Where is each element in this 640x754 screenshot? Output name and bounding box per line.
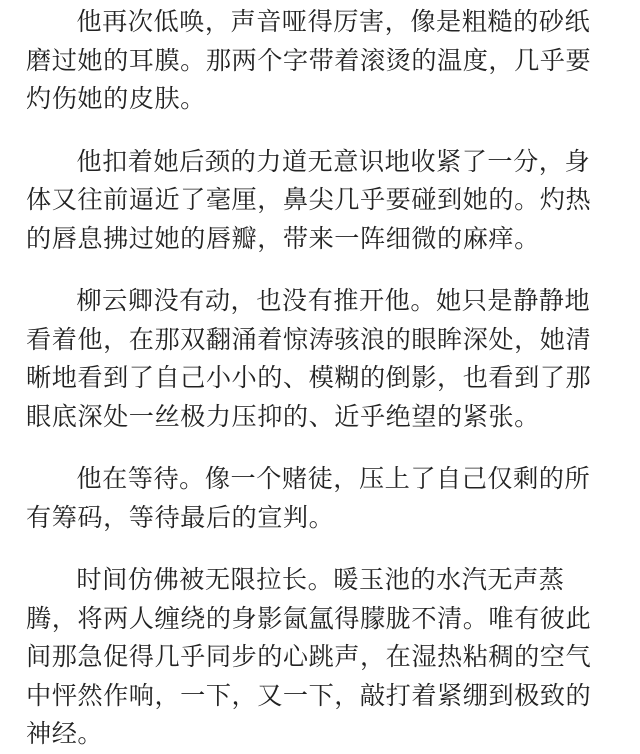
- paragraph-1: 他再次低唤，声音哑得厉害，像是粗糙的砂纸磨过她的耳膜。那两个字带着滚烫的温度，几乎要灼伤她的皮肤。: [26, 7, 592, 113]
- paragraph-5: 时间仿佛被无限拉长。暖玉池的水汽无声蒸腾，将两人缠绕的身影氤氲得朦胧不清。唯有彼此间那急促得几乎同步的心跳声，在湿热粘稠的空气中怦然作响，一下，又一下，敲打着紧绷到极致的神经。: [26, 565, 592, 748]
- paragraph-2: 他扣着她后颈的力道无意识地收紧了一分，身体又往前逼近了毫厘，鼻尖几乎要碰到她的。灼热的唇息拂过她的唇瓣，带来一阵细微的麻痒。: [26, 146, 592, 253]
- paragraph-4: 他在等待。像一个赌徒，压上了自己仅剩的所有筹码，等待最后的宣判。: [26, 464, 591, 532]
- paragraph-3: 柳云卿没有动，也没有推开他。她只是静静地看着他，在那双翻涌着惊涛骇浪的眼眸深处，她清晰地看到了自己小小的、模糊的倒影，也看到了那眼底深处一丝极力压抑的、近乎绝望的紧张。: [26, 286, 592, 431]
